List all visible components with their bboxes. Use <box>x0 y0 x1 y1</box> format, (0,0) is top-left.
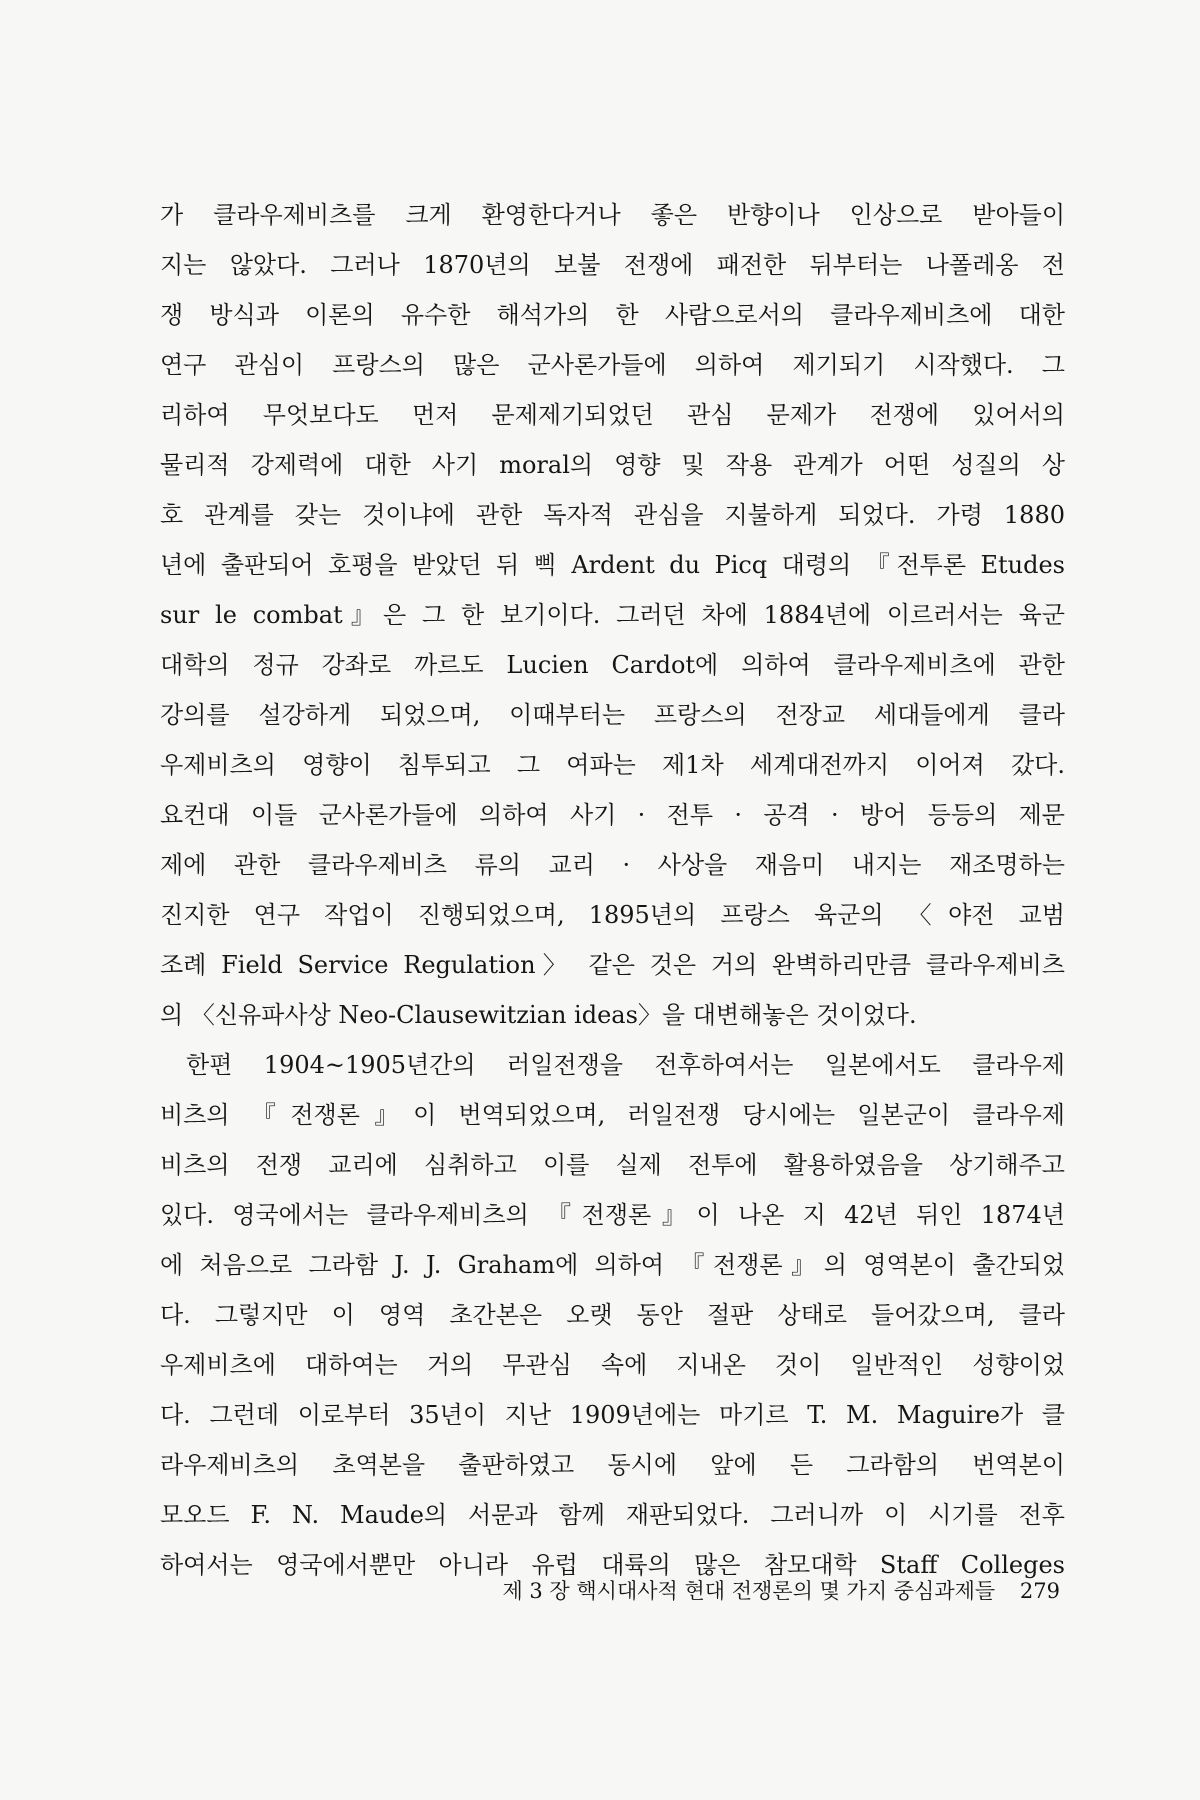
text-line: 쟁 방식과 이론의 유수한 해석가의 한 사람으로서의 클라우제비츠에 대한 <box>160 301 1065 329</box>
text-line: 비츠의 『전쟁론』이 번역되었으며, 러일전쟁 당시에는 일본군이 클라우제 <box>160 1101 1065 1129</box>
text-line: 호 관계를 갖는 것이냐에 관한 독자적 관심을 지불하게 되었다. 가령 1880 <box>160 501 1065 529</box>
text-line: 년에 출판되어 호평을 받았던 뒤 삑 Ardent du Picq 대령의 『전투론 Etudes <box>160 551 1065 579</box>
text-line: 라우제비츠의 초역본을 출판하였고 동시에 앞에 든 그라함의 번역본이 <box>160 1451 1065 1479</box>
page-footer <box>360 1571 1060 1611</box>
text-line: 가 클라우제비츠를 크게 환영한다거나 좋은 반향이나 인상으로 받아들이 <box>160 201 1065 229</box>
text-line: 있다. 영국에서는 클라우제비츠의 『전쟁론』이 나온 지 42년 뒤인 1874년 <box>160 1201 1065 1229</box>
text-line: 진지한 연구 작업이 진행되었으며, 1895년의 프랑스 육군의 〈야전 교범 <box>160 901 1065 929</box>
text-line: 한편 1904~1905년간의 러일전쟁을 전후하여서는 일본에서도 클라우제 <box>186 1051 1065 1079</box>
page-number: 279 <box>1019 1579 1060 1603</box>
text-line: 우제비츠에 대하여는 거의 무관심 속에 지내온 것이 일반적인 성향이었 <box>160 1351 1065 1379</box>
text-line: 물리적 강제력에 대한 사기 moral의 영향 및 작용 관계가 어떤 성질의 상 <box>160 451 1065 479</box>
text-line: 지는 않았다. 그러나 1870년의 보불 전쟁에 패전한 뒤부터는 나폴레옹 전 <box>160 251 1065 279</box>
body-text <box>160 190 1065 1590</box>
text-line: 다. 그런데 이로부터 35년이 지난 1909년에는 마기르 T. M. Maguire가 클 <box>160 1401 1065 1429</box>
running-head: 제 3 장 핵시대사적 현대 전쟁론의 몇 가지 중심과제들 <box>502 1579 996 1603</box>
text-line: 비츠의 전쟁 교리에 심취하고 이를 실제 전투에 활용하였음을 상기해주고 <box>160 1151 1065 1179</box>
text-line: 제에 관한 클라우제비츠 류의 교리 · 사상을 재음미 내지는 재조명하는 <box>160 851 1065 879</box>
text-line: 대학의 정규 강좌로 까르도 Lucien Cardot에 의하여 클라우제비츠에 관한 <box>160 651 1065 679</box>
text-line: 의 〈신유파사상 Neo-Clausewitzian ideas〉을 대변해놓은 것이었다. <box>160 1001 917 1029</box>
text-line: 조례 Field Service Regulation〉 같은 것은 거의 완벽하리만큼 클라우제비츠 <box>160 951 1065 979</box>
text-line: 요컨대 이들 군사론가들에 의하여 사기 · 전투 · 공격 · 방어 등등의 제문 <box>160 801 1065 829</box>
text-line: 모오드 F. N. Maude의 서문과 함께 재판되었다. 그러니까 이 시기를 전후 <box>160 1501 1065 1529</box>
text-line: 우제비츠의 영향이 침투되고 그 여파는 제1차 세계대전까지 이어져 갔다. <box>160 751 1065 779</box>
text-line: 하여서는 영국에서뿐만 아니라 유럽 대륙의 많은 참모대학 Staff Colleges <box>160 1551 1065 1579</box>
text-line: sur le combat』은 그 한 보기이다. 그러던 차에 1884년에 이르러서는 육군 <box>160 601 1065 629</box>
text-line: 리하여 무엇보다도 먼저 문제제기되었던 관심 문제가 전쟁에 있어서의 <box>160 401 1065 429</box>
text-line: 다. 그렇지만 이 영역 초간본은 오랫 동안 절판 상태로 들어갔으며, 클라 <box>160 1301 1065 1329</box>
text-line: 에 처음으로 그라함 J. J. Graham에 의하여 『전쟁론』의 영역본이 출간되었 <box>160 1251 1065 1279</box>
text-line: 강의를 설강하게 되었으며, 이때부터는 프랑스의 전장교 세대들에게 클라 <box>160 701 1065 729</box>
text-line: 연구 관심이 프랑스의 많은 군사론가들에 의하여 제기되기 시작했다. 그 <box>160 351 1065 379</box>
